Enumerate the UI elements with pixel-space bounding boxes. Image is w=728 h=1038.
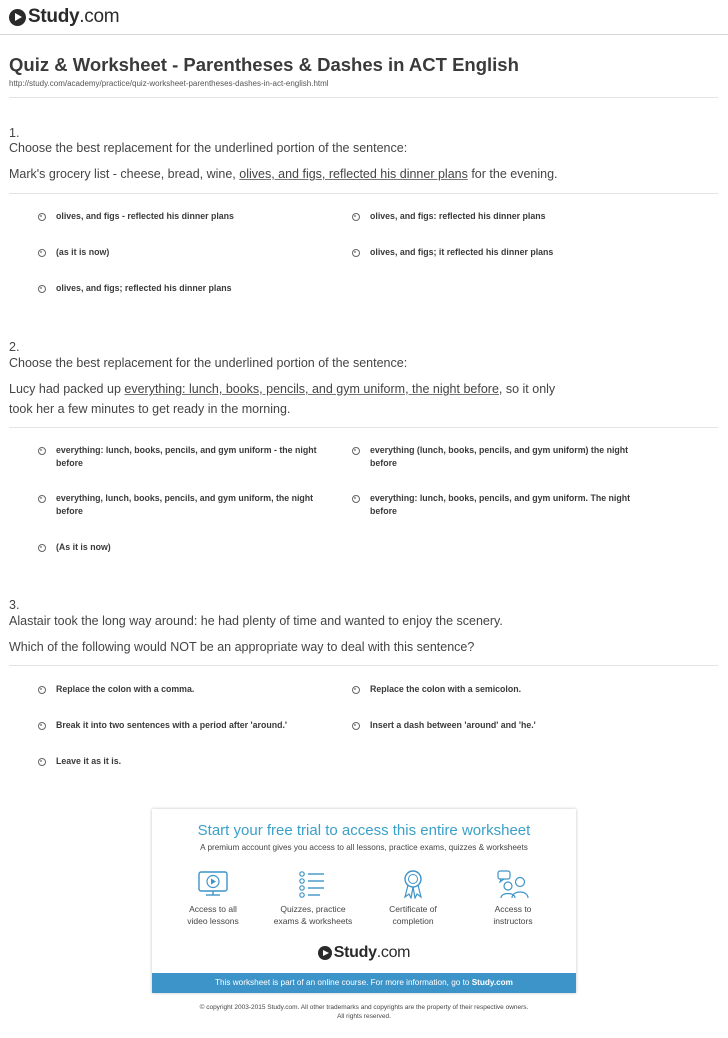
q3-option-a[interactable]: Replace the colon with a comma. xyxy=(56,683,194,696)
radio-icon[interactable] xyxy=(38,722,46,730)
q2-option-b[interactable]: everything (lunch, books, pencils, and gym uniform) the night before xyxy=(370,444,670,470)
study-com-link[interactable]: Study.com xyxy=(471,978,513,987)
question-1-number: 1. xyxy=(9,126,20,140)
question-2-number: 2. xyxy=(9,340,20,354)
radio-icon[interactable] xyxy=(352,249,360,257)
feature-video-lessons: Access to all video lessons xyxy=(163,869,263,927)
q1-option-b[interactable]: olives, and figs: reflected his dinner plans xyxy=(370,210,546,223)
title-divider xyxy=(9,97,718,98)
question-3-number: 3. xyxy=(9,598,20,612)
radio-icon[interactable] xyxy=(352,447,360,455)
q2-option-e[interactable]: (As it is now) xyxy=(56,541,111,554)
question-3-prompt: Which of the following would NOT be an appropriate way to deal with this sentence? xyxy=(9,640,475,654)
radio-icon[interactable] xyxy=(38,758,46,766)
logo-main-text: Study xyxy=(28,6,80,27)
question-2-sentence-line2: took her a few minutes to get ready in the morning. xyxy=(9,402,291,416)
feature-quizzes: Quizzes, practice exams & worksheets xyxy=(263,869,363,927)
copyright-notice: © copyright 2003-2015 Study.com. All other trademarks and copyrights are the property of their respective owners. All rights reserved. xyxy=(199,1004,529,1020)
radio-icon[interactable] xyxy=(352,213,360,221)
feature-instructors: Access to instructors xyxy=(463,869,563,927)
radio-icon[interactable] xyxy=(38,447,46,455)
feature-certificate: Certificate of completion xyxy=(363,869,463,927)
radio-icon[interactable] xyxy=(38,213,46,221)
q3-option-e[interactable]: Leave it as it is. xyxy=(56,755,121,768)
q2-option-d[interactable]: everything: lunch, books, pencils, and gym uniform. The night before xyxy=(370,492,670,518)
free-trial-promo[interactable] xyxy=(152,809,576,993)
q3-option-c[interactable]: Break it into two sentences with a period after 'around.' xyxy=(56,719,287,732)
study-logo[interactable] xyxy=(9,5,119,29)
radio-icon[interactable] xyxy=(38,544,46,552)
play-icon xyxy=(9,9,26,26)
question-2-sentence: Lucy had packed up everything: lunch, books, pencils, and gym uniform, the night before, so it only xyxy=(9,382,556,396)
question-3-divider xyxy=(9,665,718,666)
radio-icon[interactable] xyxy=(352,495,360,503)
radio-icon[interactable] xyxy=(38,249,46,257)
certificate-icon xyxy=(396,869,430,899)
question-2-divider xyxy=(9,427,718,428)
play-icon xyxy=(318,946,332,960)
q1-option-a[interactable]: olives, and figs - reflected his dinner plans xyxy=(56,210,234,223)
instructors-icon xyxy=(496,869,530,899)
promo-footer-bar: This worksheet is part of an online course. For more information, go to Study.com xyxy=(152,973,576,993)
promo-subtitle: A premium account gives you access to all lessons, practice exams, quizzes & worksheets xyxy=(200,843,528,852)
checklist-icon xyxy=(296,869,330,899)
q2-option-a[interactable]: everything: lunch, books, pencils, and gym uniform - the night before xyxy=(56,444,341,470)
q3-option-d[interactable]: Insert a dash between 'around' and 'he.' xyxy=(370,719,536,732)
radio-icon[interactable] xyxy=(352,722,360,730)
underlined-portion: everything: lunch, books, pencils, and gym uniform, the night before xyxy=(124,382,499,396)
promo-title[interactable]: Start your free trial to access this entire worksheet xyxy=(197,822,531,839)
page-title: Quiz & Worksheet - Parentheses & Dashes in ACT English xyxy=(9,54,519,75)
q3-option-b[interactable]: Replace the colon with a semicolon. xyxy=(370,683,521,696)
question-3-sentence: Alastair took the long way around: he had plenty of time and wanted to enjoy the scenery. xyxy=(9,614,503,628)
radio-icon[interactable] xyxy=(352,686,360,694)
q1-option-c[interactable]: (as it is now) xyxy=(56,246,109,259)
radio-icon[interactable] xyxy=(38,285,46,293)
q1-option-e[interactable]: olives, and figs; reflected his dinner plans xyxy=(56,282,232,295)
underlined-portion: olives, and figs, reflected his dinner plans xyxy=(239,167,468,181)
radio-icon[interactable] xyxy=(38,495,46,503)
question-1-sentence: Mark's grocery list - cheese, bread, wine, olives, and figs, reflected his dinner plans for the evening. xyxy=(9,167,558,181)
promo-study-logo[interactable]: Study.com xyxy=(152,944,576,962)
q2-option-c[interactable]: everything, lunch, books, pencils, and gym uniform, the night before xyxy=(56,492,341,518)
question-1-prompt: Choose the best replacement for the underlined portion of the sentence: xyxy=(9,141,408,155)
radio-icon[interactable] xyxy=(38,686,46,694)
header-divider xyxy=(0,34,728,35)
page-url: http://study.com/academy/practice/quiz-worksheet-parentheses-dashes-in-act-english.html xyxy=(9,79,329,88)
video-icon xyxy=(196,869,230,899)
q1-option-d[interactable]: olives, and figs; it reflected his dinner plans xyxy=(370,246,553,259)
question-2-prompt: Choose the best replacement for the underlined portion of the sentence: xyxy=(9,356,408,370)
question-1-divider xyxy=(9,193,718,194)
logo-suffix-text: .com xyxy=(79,6,120,27)
